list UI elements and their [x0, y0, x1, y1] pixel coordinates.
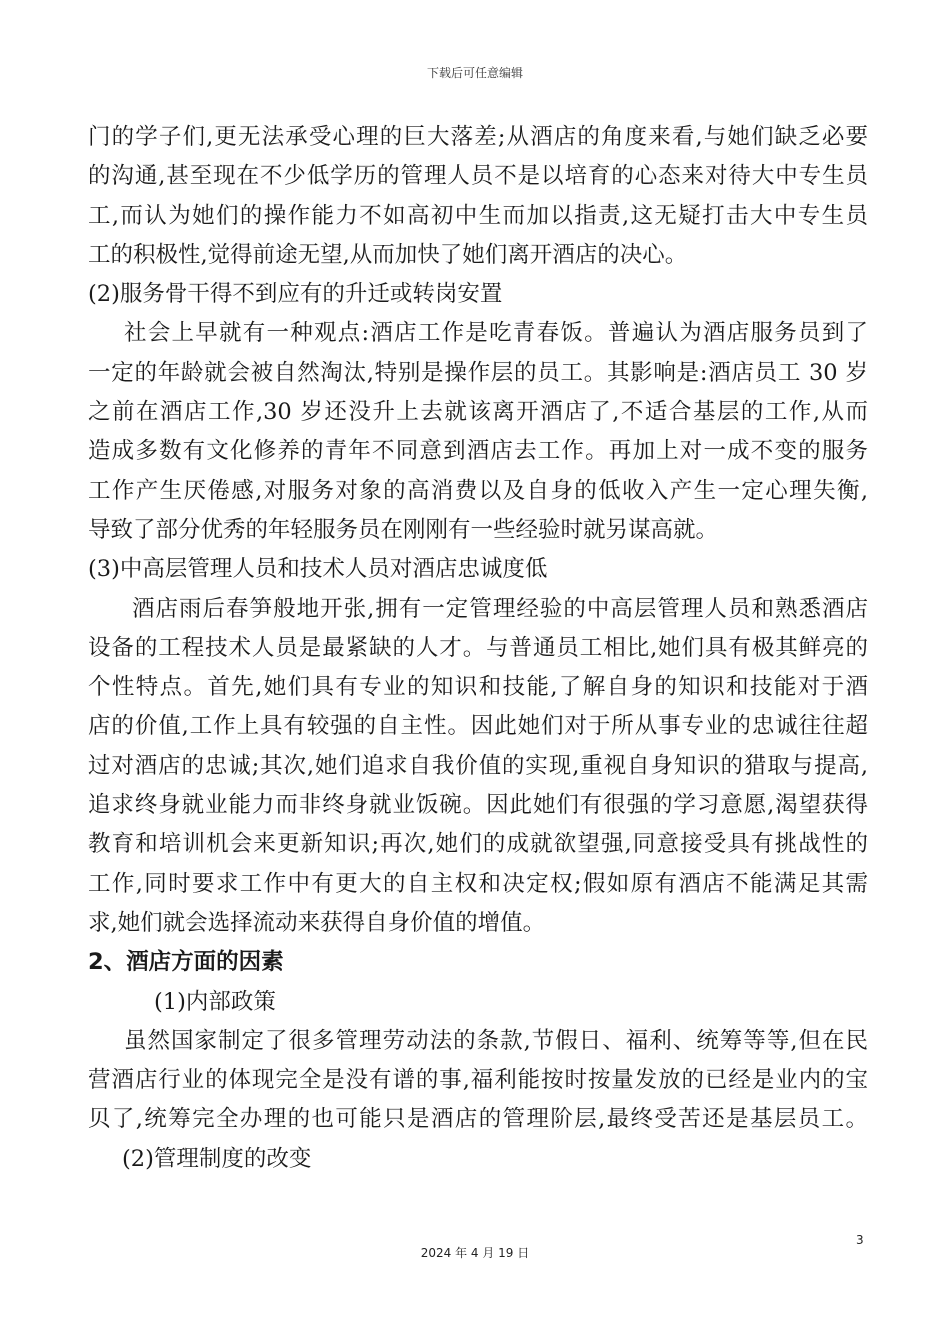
body-line: 教育和培训机会来更新知识;再次,她们的成就欲望强,同意接受具有挑战性的	[88, 831, 868, 858]
body-line: 导致了部分优秀的年轻服务员在刚刚有一些经验时就另谋高就。	[88, 516, 719, 543]
body-line: 社会上早就有一种观点:酒店工作是吃青春饭。普遍认为酒店服务员到了	[124, 320, 868, 347]
body-line: 之前在酒店工作,30 岁还没升上去就该离开酒店了,不适合基层的工作,从而	[88, 399, 868, 426]
body-line: 求,她们就会选择流动来获得自身价值的增值。	[88, 909, 546, 936]
body-line: 工,而认为她们的操作能力不如高初中生而加以指责,这无疑打击大中专生员	[88, 202, 868, 229]
page-footer-date: 2024 年 4 月 19 日	[420, 1246, 530, 1260]
body-line: 设备的工程技术人员是最紧缺的人才。与普通员工相比,她们具有极其鲜亮的	[88, 634, 868, 661]
page-header: 下载后可任意编辑	[426, 66, 523, 80]
document-body	[88, 118, 868, 1179]
subheading: (2)管理制度的改变	[122, 1145, 312, 1172]
body-line: 营酒店行业的体现完全是没有谱的事,福利能按时按量发放的已经是业内的宝	[88, 1067, 868, 1094]
body-line: 店的价值,工作上具有较强的自主性。因此她们对于所从事专业的忠诚往往超	[88, 713, 868, 740]
body-line: 工作产生厌倦感,对服务对象的高消费以及自身的低收入产生一定心理失衡,	[88, 477, 868, 504]
subheading: (1)内部政策	[154, 988, 276, 1015]
body-line: 个性特点。首先,她们具有专业的知识和技能,了解自身的知识和技能对于酒	[88, 674, 868, 701]
body-line: 门的学子们,更无法承受心理的巨大落差;从酒店的角度来看,与她们缺乏必要	[88, 124, 868, 150]
body-line: 过对酒店的忠诚;其次,她们追求自我价值的实现,重视自身知识的猎取与提高,	[88, 752, 868, 779]
body-line: 虽然国家制定了很多管理劳动法的条款,节假日、福利、统筹等等,但在民	[124, 1027, 868, 1054]
section-heading: 2、酒店方面的因素	[88, 949, 284, 976]
body-line: 工的积极性,觉得前途无望,从而加快了她们离开酒店的决心。	[88, 241, 688, 268]
body-line: 的沟通,甚至现在不少低学历的管理人员不是以培育的心态来对待大中专生员	[88, 163, 868, 190]
body-line: 造成多数有文化修养的青年不同意到酒店去工作。再加上对一成不变的服务	[88, 438, 868, 465]
body-line: 工作,同时要求工作中有更大的自主权和决定权;假如原有酒店不能满足其需	[88, 870, 868, 897]
subheading: (2)服务骨干得不到应有的升迁或转岗安置	[88, 281, 503, 308]
page-number: 3	[856, 1233, 864, 1247]
body-line: 一定的年龄就会被自然淘汰,特别是操作层的员工。其影响是:酒店员工 30 岁	[88, 359, 868, 386]
body-line: 酒店雨后春笋般地开张,拥有一定管理经验的中高层管理人员和熟悉酒店	[132, 595, 868, 622]
subheading: (3)中高层管理人员和技术人员对酒店忠诚度低	[88, 556, 548, 583]
body-line: 贝了,统筹完全办理的也可能只是酒店的管理阶层,最终受苦还是基层员工。	[88, 1106, 868, 1133]
body-line: 追求终身就业能力而非终身就业饭碗。因此她们有很强的学习意愿,渴望获得	[88, 792, 868, 819]
